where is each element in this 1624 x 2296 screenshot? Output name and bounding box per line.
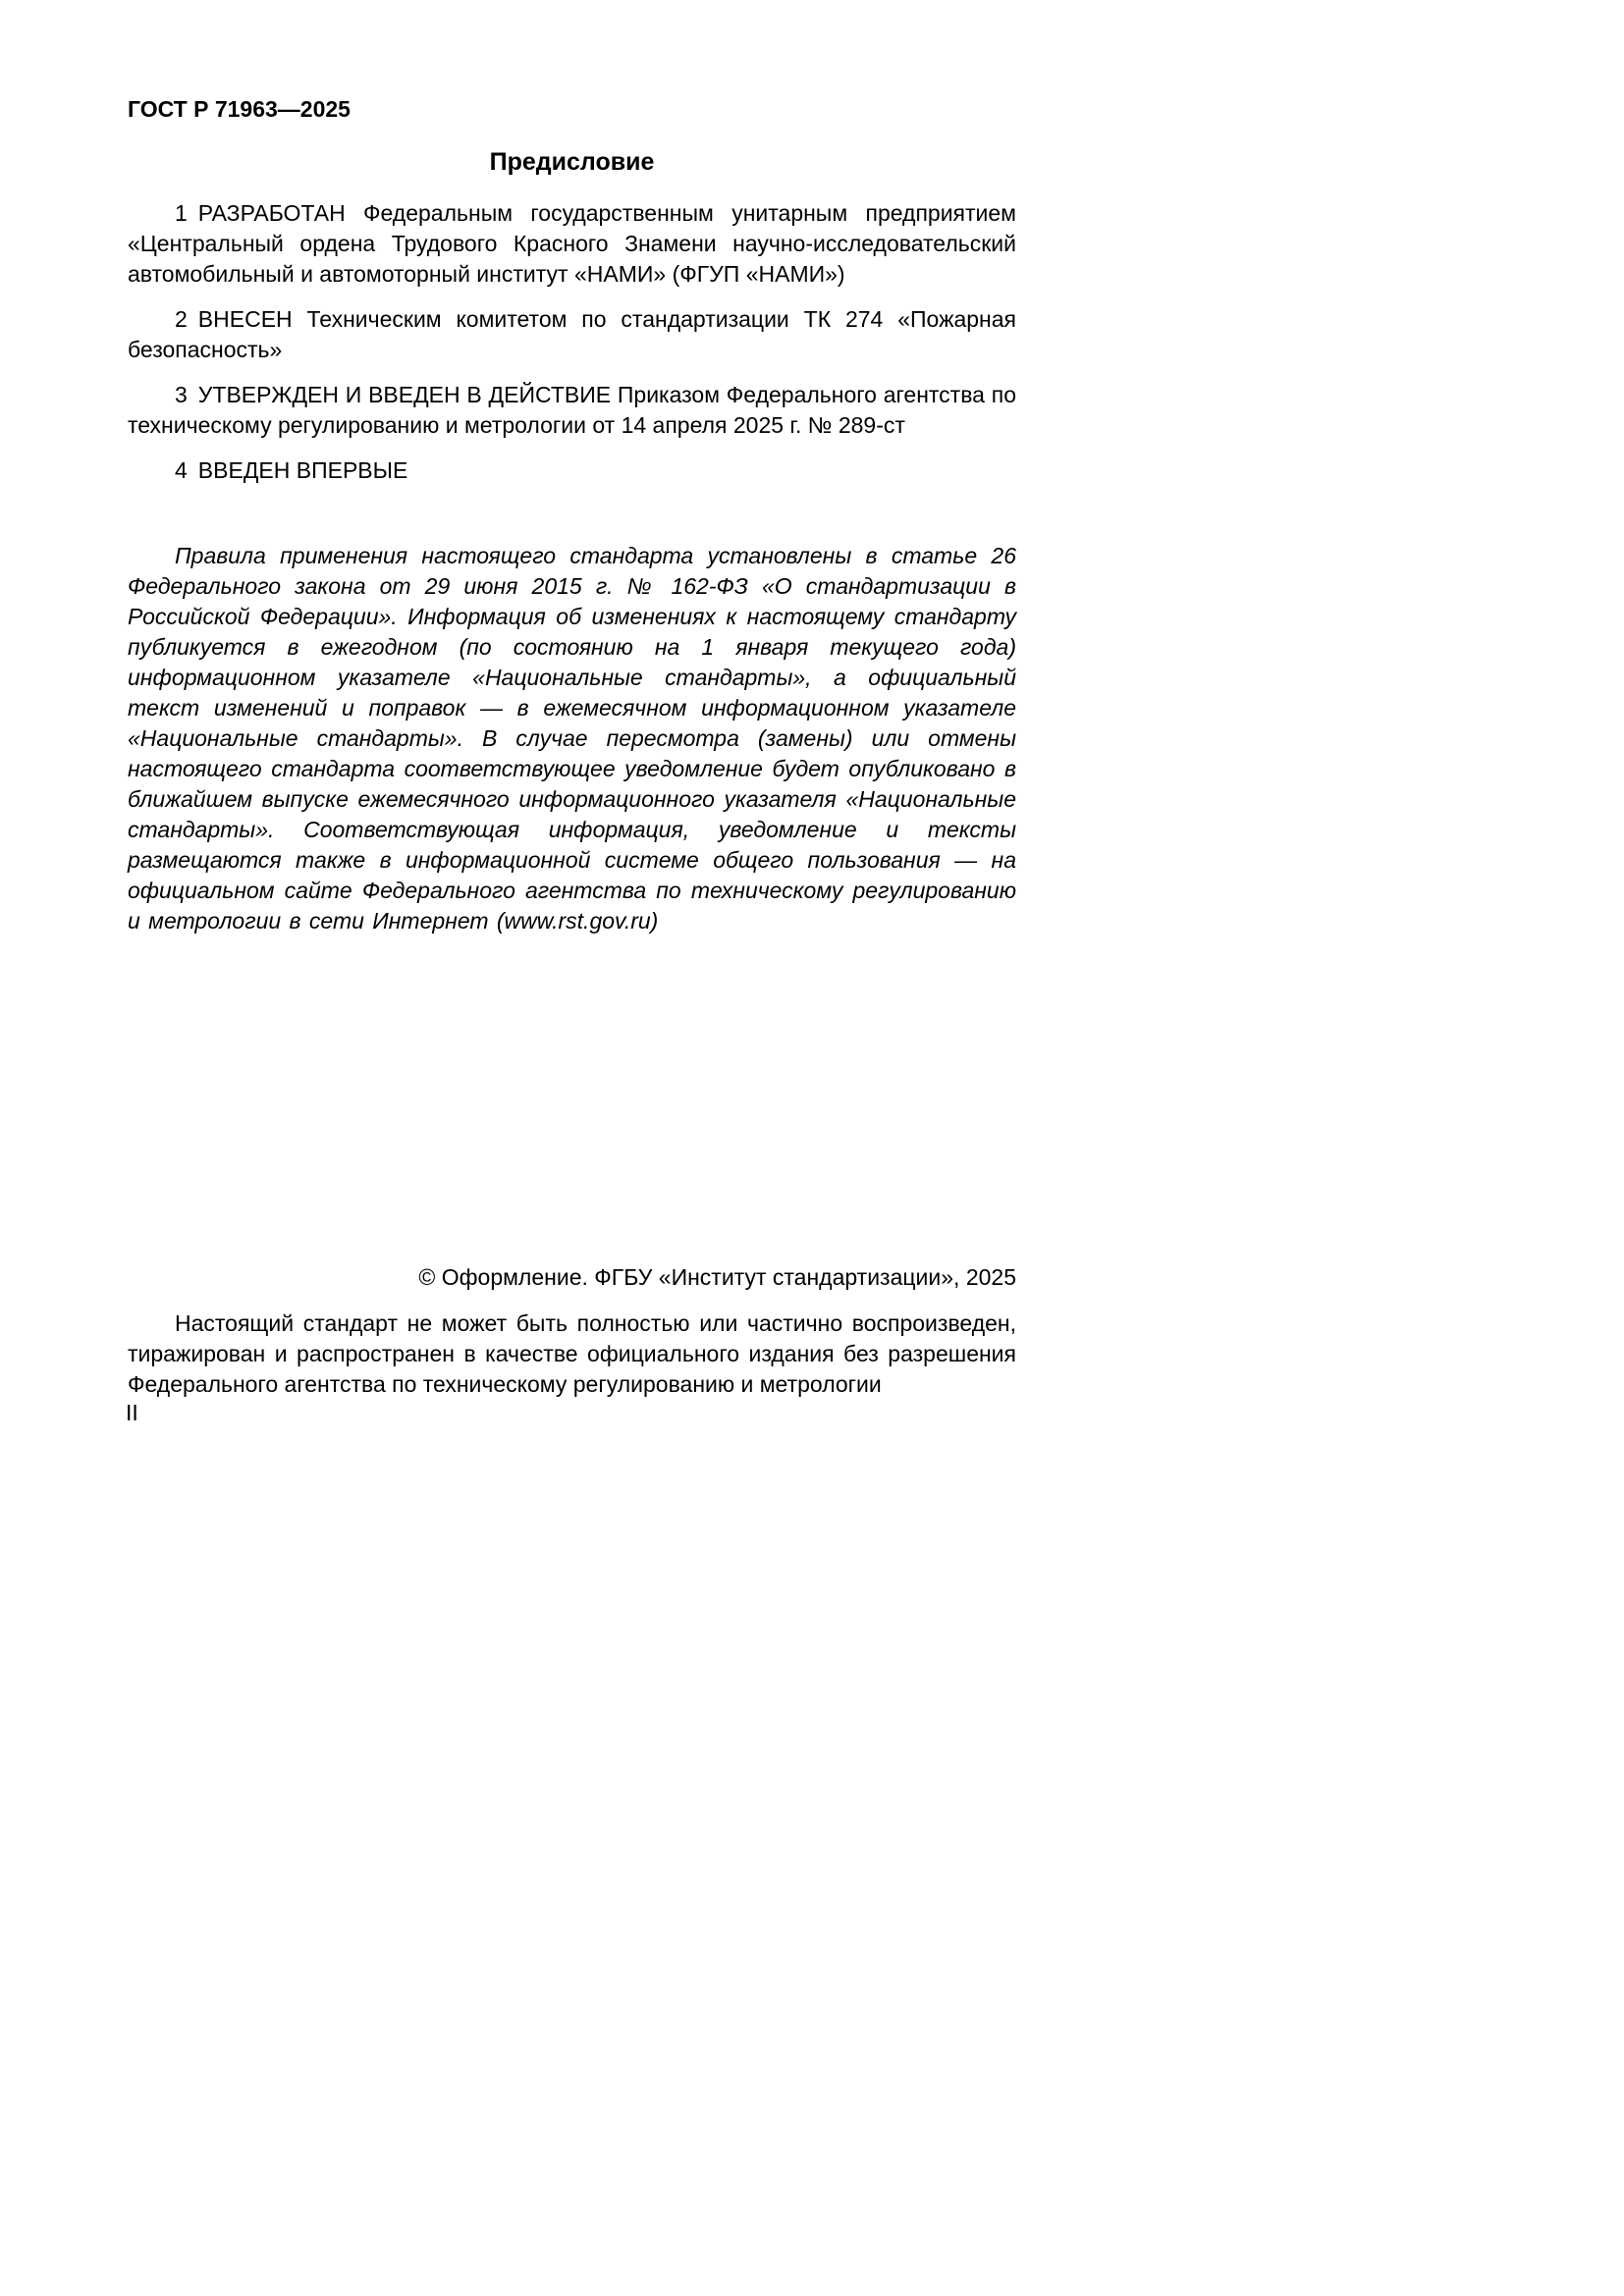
foreword-item-text: ВНЕСЕН Техническим комитетом по стандартизации ТК 274 «Пожарная безопасность» — [128, 306, 1016, 362]
copyright-line: © Оформление. ФГБУ «Институт стандартизации», 2025 — [418, 1264, 1016, 1290]
restriction-paragraph: Настоящий стандарт не может быть полностью или частично воспроизведен, тиражирован и распространен в качестве официального издания без разрешения Федерального агентства по техническому регулированию и метрологии — [128, 1310, 1016, 1397]
legal-notice: Правила применения настоящего стандарта установлены в статье 26 Федерального закона от 29 июня 2015 г. № 162-ФЗ «О стандартизации в Российской Федерации». Информация об изменениях к настоящему стандарту публикуется в ежегодном (по состоянию на 1 января текущего года) информационном указателе «Национальные стандарты», а официальный текст изменений и поправок — в ежемесячном информационном указателе «Национальные стандарты». В случае пересмотра (замены) или отмены настоящего стандарта соответствующее уведомление будет опубликовано в ближайшем выпуске ежемесячного информационного указателя «Национальные стандарты». Соответствующая информация, уведомление и тексты размещаются также в информационной системе общего пользования — на официальном сайте Федерального агентства по техническому регулированию и метрологии в сети Интернет (www.rst.gov.ru) — [128, 543, 1016, 934]
foreword-item-number: 4 — [175, 457, 188, 483]
foreword-item — [128, 380, 1016, 441]
foreword-item-text: РАЗРАБОТАН Федеральным государственным унитарным предприятием «Центральный ордена Трудового Красного Знамени научно-исследовательский автомобильный и автомоторный институт «НАМИ» (ФГУП «НАМИ») — [128, 200, 1016, 287]
foreword-section — [128, 96, 1016, 936]
foreword-item-number: 1 — [175, 200, 188, 226]
foreword-item-text: ВВЕДЕН ВПЕРВЫЕ — [197, 457, 408, 483]
foreword-item-text: УТВЕРЖДЕН И ВВЕДЕН В ДЕЙСТВИЕ Приказом Федерального агентства по техническому регулированию и метрологии от 14 апреля 2025 г. № 289-ст — [128, 382, 1016, 438]
page-number: II — [126, 1400, 138, 1425]
section-title: Предисловие — [489, 148, 655, 176]
doc-code: ГОСТ Р 71963—2025 — [128, 96, 351, 122]
foreword-item — [128, 455, 1016, 486]
foreword-item — [128, 304, 1016, 365]
foreword-item — [128, 198, 1016, 290]
foreword-item-number: 2 — [175, 306, 188, 332]
foreword-item-number: 3 — [175, 382, 188, 407]
